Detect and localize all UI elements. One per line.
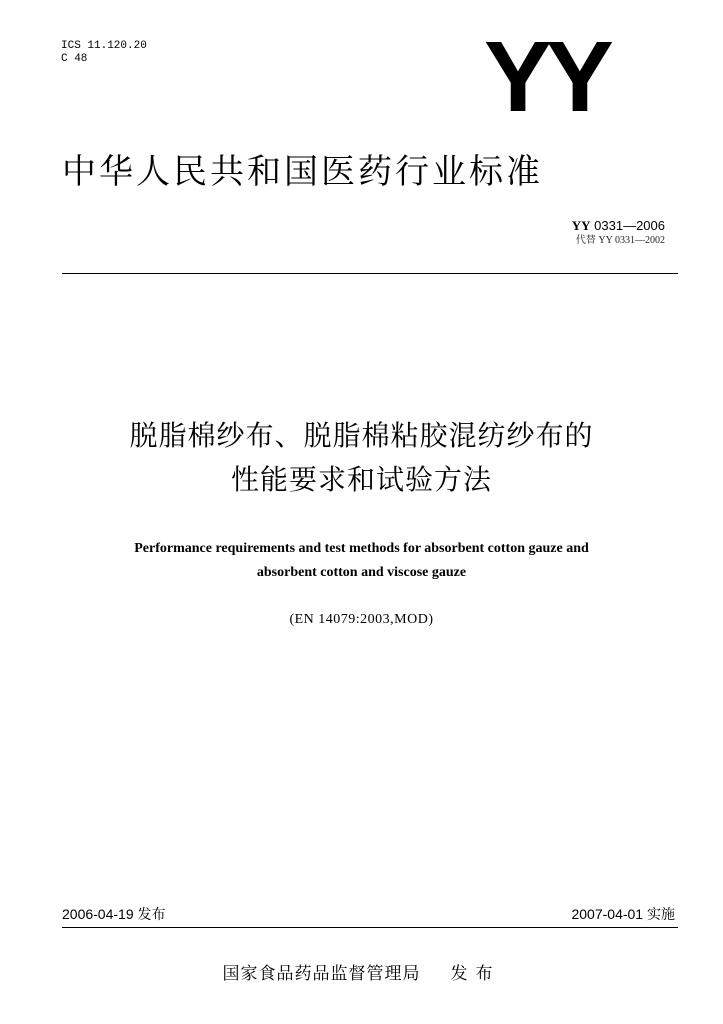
replaces-standard: 代替 YY 0331—2002 (575, 235, 665, 246)
document-title-english (40, 537, 683, 585)
title-en-line-2: absorbent cotton and viscose gauze (256, 565, 467, 580)
publisher-action: 发布 (450, 964, 501, 984)
publisher-line (0, 962, 723, 986)
standard-category-title: 中华人民共和国医药行业标准 (62, 152, 543, 192)
yy-logo: YY (484, 21, 608, 133)
top-divider (62, 273, 678, 274)
title-cn-line-1: 脱脂棉纱布、脱脂棉粘胶混纺纱布的 (129, 419, 594, 452)
standard-number-value: 0331—2006 (594, 218, 665, 233)
bottom-divider (62, 927, 678, 928)
publisher-name: 国家食品药品监督管理局 (222, 964, 421, 984)
title-en-line-1: Performance requirements and test methods for absorbent cotton gauze and (134, 541, 589, 556)
title-cn-line-2: 性能要求和试验方法 (230, 463, 492, 496)
standard-number (572, 218, 665, 234)
implementation-date: 2007-04-01 实施 (571, 906, 675, 922)
ccs-code: C 48 (61, 53, 88, 65)
classification-codes (61, 40, 147, 66)
standard-code-block (572, 218, 665, 247)
document-title-chinese (0, 414, 723, 502)
equivalence-note: (EN 14079:2003,MOD) (289, 612, 434, 627)
standard-prefix: YY (571, 218, 591, 233)
ics-code: ICS 11.120.20 (61, 40, 147, 52)
issue-date: 2006-04-19 发布 (62, 906, 166, 922)
